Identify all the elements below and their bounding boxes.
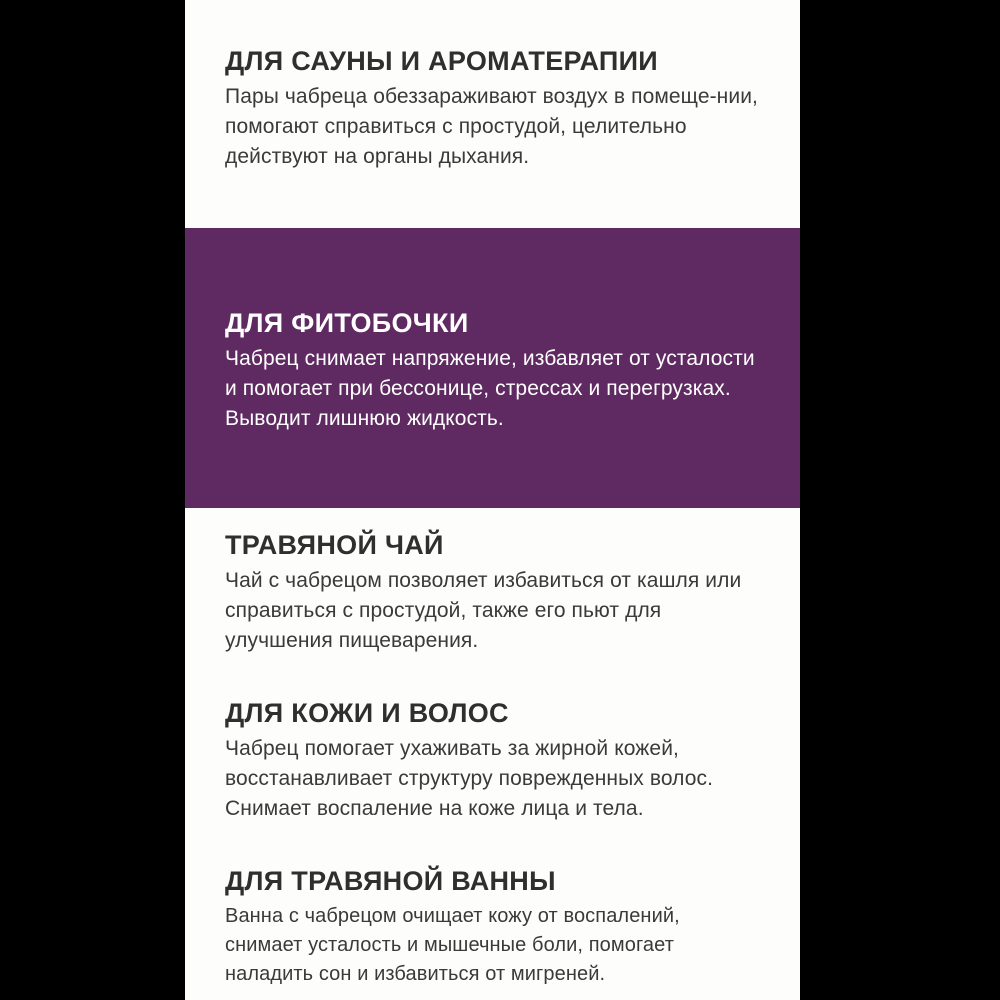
section-skin-and-hair xyxy=(185,680,800,846)
section-title-herbal-tea: ТРАВЯНОЙ ЧАЙ xyxy=(225,530,444,560)
section-body-herbal-tea: Чай с чабрецом позволяет избавиться от кашля или справиться с простудой, также его пьют для улучшения пищеварения. xyxy=(225,569,742,652)
section-title-skin-and-hair: ДЛЯ КОЖИ И ВОЛОС xyxy=(225,698,509,728)
section-fitobochka xyxy=(185,228,800,508)
section-herbal-bath xyxy=(185,846,800,1000)
section-body-skin-and-hair: Чабрец помогает ухаживать за жирной кожей, восстанавливает структуру поврежденных волос. Снимает воспаление на коже лица и тела. xyxy=(225,737,714,820)
section-title-fitobochka: ДЛЯ ФИТОБОЧКИ xyxy=(225,308,469,338)
section-title-herbal-bath: ДЛЯ ТРАВЯНОЙ ВАННЫ xyxy=(225,866,556,896)
product-label-card xyxy=(185,0,800,1000)
section-sauna xyxy=(185,0,800,228)
section-title-sauna: ДЛЯ САУНЫ И АРОМАТЕРАПИИ xyxy=(225,46,659,76)
section-herbal-tea xyxy=(185,508,800,680)
section-body-fitobochka: Чабрец снимает напряжение, избавляет от усталости и помогает при бессонице, стрессах и перегрузках. Выводит лишнюю жидкость. xyxy=(225,347,755,430)
section-body-sauna: Пары чабреца обеззараживают воздух в помеще-нии, помогают справиться с простудой, целительно действуют на органы дыхания. xyxy=(225,85,758,168)
section-body-herbal-bath: Ванна с чабрецом очищает кожу от воспалений, снимает усталость и мышечные боли, помогает наладить сон и избавиться от мигреней. xyxy=(225,905,680,986)
